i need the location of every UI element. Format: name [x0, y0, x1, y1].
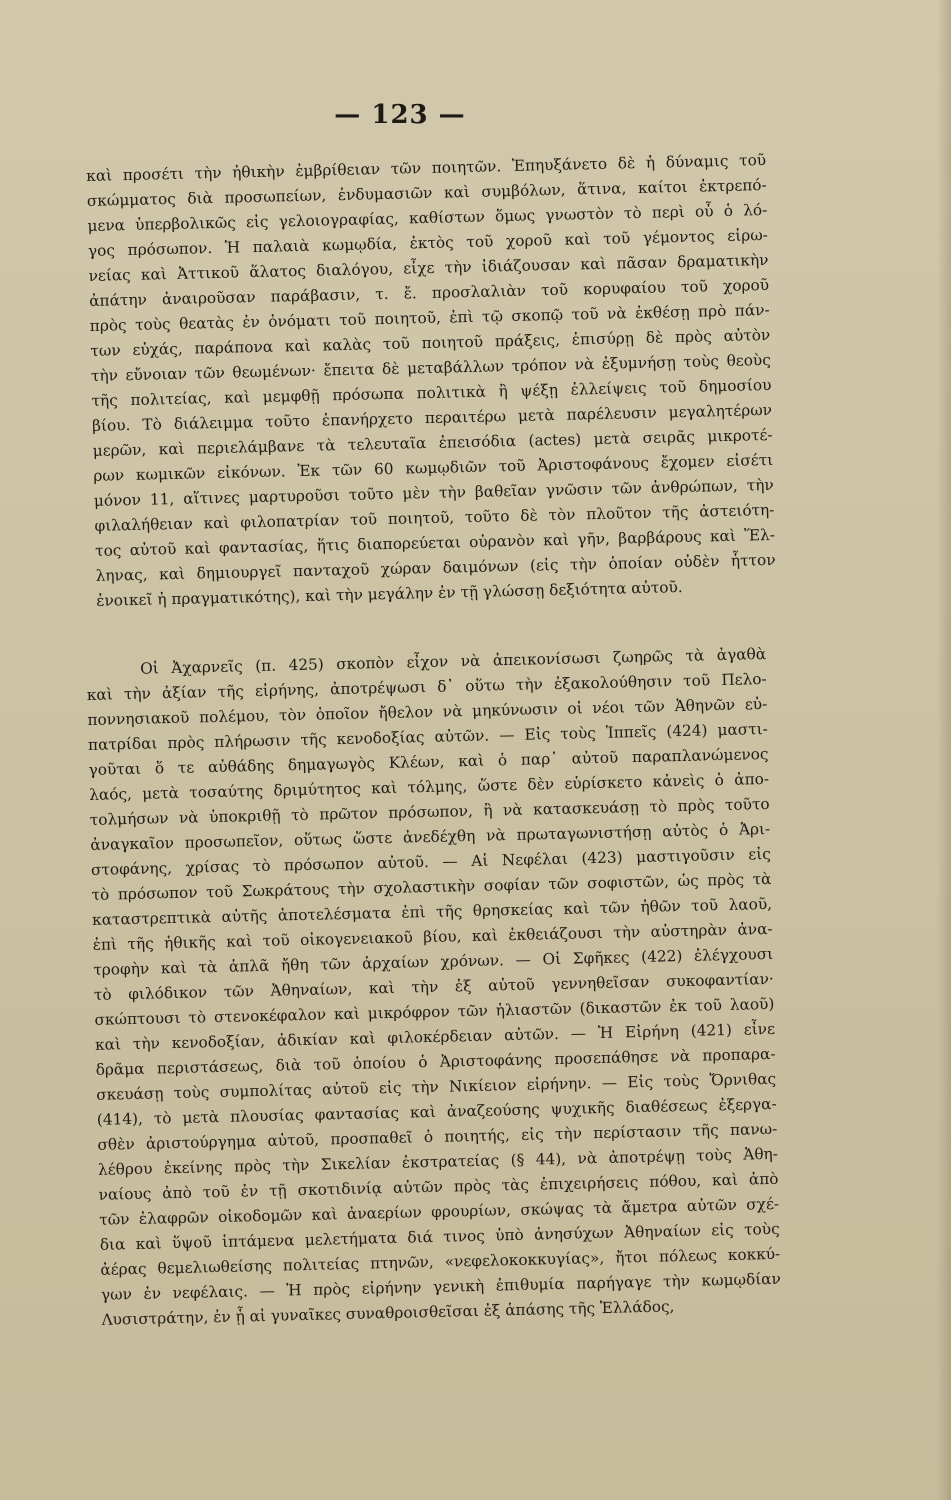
text-line: τὸ φιλόδικον τῶν Ἀθηναίων, καὶ τὴν ἐξ αὐτοῦ γεννηθεῖσαν συκοφαντίαν·	[93, 969, 774, 1004]
text-line: νείας καὶ Ἀττικοῦ ἅλατος διαλόγου, εἶχε τὴν ἰδιάζουσαν καὶ πᾶσαν δραματικὴν	[88, 250, 769, 285]
text-line: τὴν εὔνοιαν τῶν θεωμένων· ἔπειτα δὲ μεταβάλλων τρόπον νὰ ἐξυμνήσῃ τοὺς θεοὺς	[90, 350, 772, 385]
text-line: ναίους ἀπὸ τοῦ ἐν τῇ σκοτιδινίᾳ αὐτῶν πρὸς τὰς ἐπιχειρήσεις πόθου, καὶ ἀπὸ	[98, 1169, 779, 1204]
text-line: τῶν ἐλαφρῶν οἰκοδομῶν καὶ ἀναερίων φρουρίων, σκώψας τὰ ἄμετρα αὐτῶν σχέ-	[99, 1194, 780, 1229]
text-line: ἀπάτην ἀναιροῦσαν παράβασιν, τ. ἔ. προσλαλιὰν τοῦ κορυφαίου τοῦ χοροῦ	[89, 275, 770, 310]
text-line: μενα ὑπερβολικῶς εἰς γελοιογραφίας, καθίστων ὅμως γνωστὸν τὸ περὶ οὗ ὁ λό-	[87, 200, 768, 235]
text-line: πρὸς τοὺς θεατὰς ἐν ὀνόματι τοῦ ποιητοῦ, ἐπὶ τῷ σκοπῷ τοῦ νὰ ἐκθέσῃ πρὸ πάν-	[89, 300, 770, 335]
text-line: μόνον 11, αἵτινες μαρτυροῦσι τοῦτο μὲν τὴν βαθεῖαν γνῶσιν τῶν ἀνθρώπων, τὴν	[93, 475, 774, 510]
text-line: ἐπὶ τῆς ἠθικῆς καὶ τοῦ οἰκογενειακοῦ βίου, καὶ ἐκθειάζουσι τὴν αὐστηρὰν ἀνα-	[92, 919, 773, 954]
text-line: βίου. Τὸ διάλειμμα τοῦτο ἐπανήρχετο περαιτέρω μετὰ παρέλευσιν μεγαλητέρων	[91, 400, 773, 435]
text-line: ἐνοικεῖ ἡ πραγματικότης), καὶ τὴν μεγάλην ἐν τῇ γλώσσῃ δεξιότητα αὐτοῦ.	[96, 578, 683, 610]
text-line: φιλαλήθειαν καὶ φιλοπατρίαν τοῦ ποιητοῦ, τοῦτο δὲ τὸν πλοῦτον τῆς ἀστειότη-	[94, 500, 775, 535]
text-line: καὶ τὴν κενοδοξίαν, ἀδικίαν καὶ φιλοκέρδειαν αὐτῶν. — Ἡ Εἰρήνη (421) εἶνε	[94, 1019, 776, 1054]
text-line: ἀέρας θεμελιωθείσης πολιτείας πτηνῶν, «νεφελοκοκκυγίας», ἤτοι πόλεως κοκκύ-	[100, 1244, 781, 1279]
text-line: ρων κωμικῶν εἰκόνων. Ἐκ τῶν 60 κωμῳδιῶν τοῦ Ἀριστοφάνους ἔχομεν εἰσέτι	[93, 450, 774, 485]
text-line: δρᾶμα περιστάσεως, διὰ τοῦ ὁποίου ὁ Ἀριστοφάνης προσεπάθησε νὰ προπαρα-	[95, 1044, 776, 1079]
text-line: (414), τὸ μετὰ πλουσίας φαντασίας καὶ ἀναζεούσης ψυχικῆς διαθέσεως ἐξεργα-	[96, 1094, 777, 1129]
text-line: γοῦται ὅ τε αὐθάδης δημαγωγὸς Κλέων, καὶ ὁ παρ᾿ αὐτοῦ παραπλανώμενος	[88, 744, 769, 779]
text-line: γος πρόσωπον. Ἡ παλαιὰ κωμῳδία, ἐκτὸς τοῦ χοροῦ καὶ τοῦ γέμοντος εἰρω-	[87, 225, 769, 260]
text-line: ποννησιακοῦ πολέμου, τὸν ὁποῖον ἤθελον νὰ μηκύνωσιν οἱ νέοι τῶν Ἀθηνῶν εὐ-	[87, 694, 768, 729]
text-line: Λυσιστράτην, ἐν ᾗ αἱ γυναῖκες συναθροισθεῖσαι ἐξ ἁπάσης τῆς Ἑλλάδος,	[101, 1297, 675, 1329]
text-line: Οἱ Ἀχαρνεῖς (π. 425) σκοπὸν εἶχον νὰ ἀπεικονίσωσι ζωηρῶς τὰ ἀγαθὰ	[140, 644, 767, 678]
text-line: σκώμματος διὰ προσωπείων, ἐνδυμασιῶν καὶ συμβόλων, ἅτινα, καίτοι ἐκτρεπό-	[86, 175, 767, 210]
text-line: λαός, μετὰ τοσαύτης δριμύτητος καὶ τόλμης, ὥστε δὲν εὑρίσκετο κἀνεὶς ὁ ἀπο-	[89, 769, 770, 804]
text-line: τὸ πρόσωπον τοῦ Σωκράτους τὴν σχολαστικὴν σοφίαν τῶν σοφιστῶν, ὡς πρὸς τὰ	[91, 869, 772, 904]
paragraph-2	[86, 642, 782, 1333]
text-line: ἀναγκαῖον προσωπεῖον, οὕτως ὥστε ἀνεδέχθη νὰ πρωταγωνιστήσῃ αὐτὸς ὁ Ἀρι-	[90, 819, 771, 854]
page-number: — 123 —	[334, 100, 466, 130]
text-line: ληνας, καὶ δημιουργεῖ πανταχοῦ χώραν δαιμόνων (εἰς τὴν ὁποίαν οὐδὲν ἧττον	[95, 550, 776, 585]
text-line: δια καὶ ὕψοῦ ἱπτάμενα μελετήματα διά τινος ὑπὸ ἀνησύχων Ἀθηναίων εἰς τοὺς	[99, 1219, 780, 1254]
text-line: των εὐχάς, παράπονα καὶ καλὰς τοῦ ποιητοῦ πράξεις, ἐπισύρῃ δὲ πρὸς αὐτὸν	[90, 325, 771, 360]
text-line: στοφάνης, χρίσας τὸ πρόσωπον αὐτοῦ. — Αἱ Νεφέλαι (423) μαστιγοῦσιν εἰς	[90, 844, 772, 879]
text-line: πατρίδαι πρὸς πλήρωσιν τῆς κενοδοξίας αὐτῶν. — Εἰς τοὺς Ἱππεῖς (424) μαστι-	[87, 719, 769, 754]
text-line: καὶ τὴν ἀξίαν τῆς εἰρήνης, ἀποτρέψωσι δ᾿ οὕτω τὴν ἐξακολούθησιν τοῦ Πελο-	[86, 669, 767, 704]
text-line: σθὲν ἀριστούργημα αὐτοῦ, προσπαθεῖ ὁ ποιητής, εἰς τὴν περίστασιν τῆς πανω-	[97, 1119, 778, 1154]
text-line: τροφὴν καὶ τὰ ἁπλᾶ ἤθη τῶν ἀρχαίων χρόνων. — Οἱ Σφῆκες (422) ἐλέγχουσι	[93, 944, 774, 979]
text-line: τῆς πολιτείας, καὶ μεμφθῇ πρόσωπα πολιτικὰ ἢ ψέξῃ ἐλλείψεις τοῦ δημοσίου	[91, 375, 772, 410]
text-line: τος αὐτοῦ καὶ φαντασίας, ἥτις διαπορεύεται οὐρανὸν καὶ γῆν, βαρβάρους καὶ Ἕλ-	[94, 525, 776, 560]
text-line: σκώπτουσι τὸ στενοκέφαλον καὶ μικρόφρον τῶν ἡλιαστῶν (δικαστῶν ἐκ τοῦ λαοῦ)	[94, 994, 775, 1029]
text-line: μερῶν, καὶ περιελάμβανε τὰ τελευταῖα ἐπεισόδια (actes) μετὰ σειρᾶς μικροτέ-	[92, 425, 773, 460]
text-line: καταστρεπτικὰ αὐτῆς ἀποτελέσματα ἐπὶ τῆς θρησκείας καὶ τῶν ἠθῶν τοῦ λαοῦ,	[91, 894, 773, 929]
text-line: σκευάσῃ τοὺς συμπολίτας αὐτοῦ εἰς τὴν Νικίειον εἰρήνην. — Εἰς τοὺς Ὄρνιθας	[96, 1069, 777, 1104]
text-line: τολμήσων νὰ ὑποκριθῇ τὸ πρῶτον πρόσωπον, ἢ νὰ κατασκευάσῃ τὸ πρὸς τοῦτο	[89, 794, 770, 829]
text-line: λέθρου ἐκείνης πρὸς τὴν Σικελίαν ἐκστρατείας (§ 44), νὰ ἀποτρέψῃ τοὺς Ἀθη-	[97, 1144, 779, 1179]
text-line: γων ἐν νεφέλαις. — Ἡ πρὸς εἰρήνην γενικὴ ἐπιθυμία παρήγαγε τὴν κωμῳδίαν	[100, 1269, 782, 1304]
paragraph-1	[86, 148, 776, 614]
page-edge-shadow	[937, 0, 951, 1500]
text-line: καὶ προσέτι τὴν ἠθικὴν ἐμβρίθειαν τῶν ποιητῶν. Ἐπηυξάνετο δὲ ἡ δύναμις τοῦ	[86, 150, 767, 185]
